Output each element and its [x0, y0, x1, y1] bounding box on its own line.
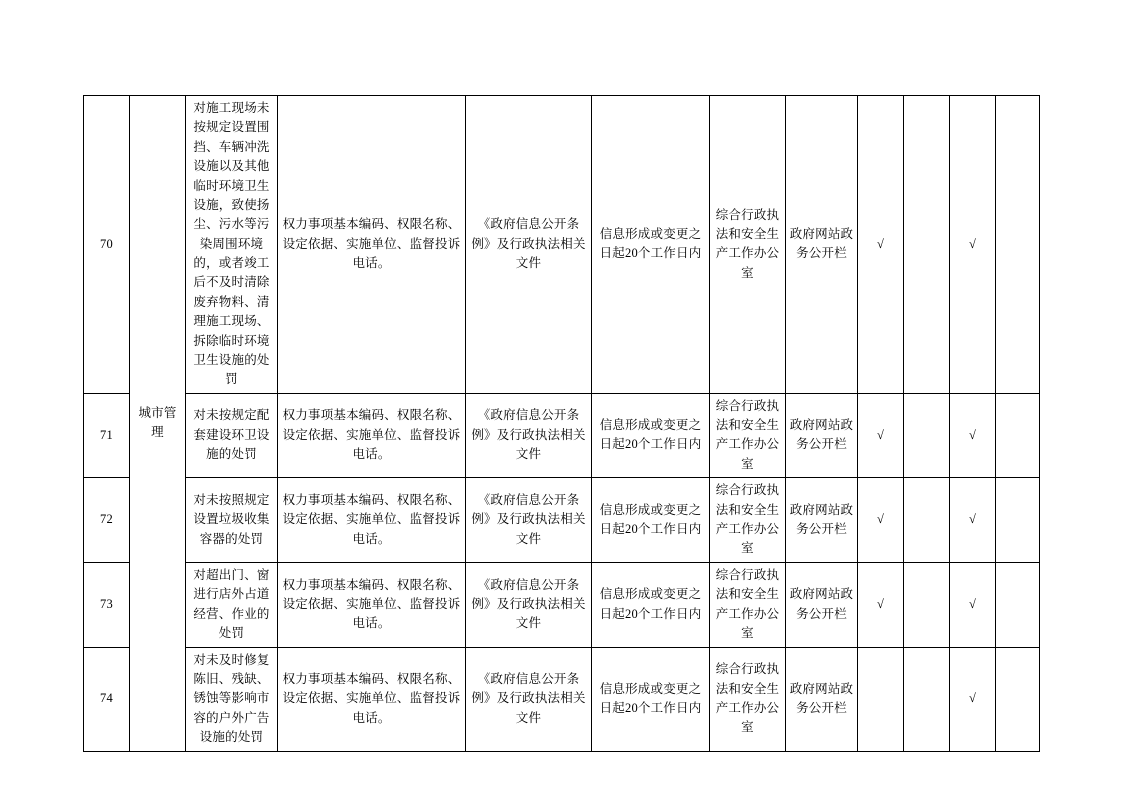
- row-mark-4: [996, 478, 1040, 563]
- row-category: 城市管理: [130, 96, 186, 752]
- table-row: [84, 647, 1040, 751]
- row-mark-2: [904, 562, 950, 647]
- row-mark-3: √: [950, 96, 996, 394]
- row-index: 70: [84, 96, 130, 394]
- row-mark-4: [996, 562, 1040, 647]
- disclosure-table: [83, 95, 1040, 752]
- row-mark-2: [904, 393, 950, 478]
- row-time: 信息形成或变更之日起20个工作日内: [592, 393, 710, 478]
- row-content: 权力事项基本编码、权限名称、设定依据、实施单位、监督投诉电话。: [278, 562, 466, 647]
- row-mark-1: [858, 647, 904, 751]
- row-channel: 政府网站政务公开栏: [786, 478, 858, 563]
- row-item-name: 对施工现场未按规定设置围挡、车辆冲洗设施以及其他临时环境卫生设施，致使扬尘、污水等污染周围环境的，或者竣工后不及时清除废弃物料、清理施工现场、拆除临时环境卫生设施的处罚: [186, 96, 278, 394]
- row-department: 综合行政执法和安全生产工作办公室: [710, 96, 786, 394]
- row-channel: 政府网站政务公开栏: [786, 96, 858, 394]
- row-mark-2: [904, 96, 950, 394]
- table-row: [84, 478, 1040, 563]
- row-mark-1: √: [858, 478, 904, 563]
- row-index: 72: [84, 478, 130, 563]
- row-item-name: 对未及时修复陈旧、残缺、锈蚀等影响市容的户外广告设施的处罚: [186, 647, 278, 751]
- row-content: 权力事项基本编码、权限名称、设定依据、实施单位、监督投诉电话。: [278, 478, 466, 563]
- row-mark-2: [904, 478, 950, 563]
- row-department: 综合行政执法和安全生产工作办公室: [710, 478, 786, 563]
- row-basis: 《政府信息公开条例》及行政执法相关文件: [466, 478, 592, 563]
- row-item-name: 对超出门、窗进行店外占道经营、作业的处罚: [186, 562, 278, 647]
- row-mark-4: [996, 647, 1040, 751]
- table-row: [84, 393, 1040, 478]
- row-mark-2: [904, 647, 950, 751]
- row-department: 综合行政执法和安全生产工作办公室: [710, 562, 786, 647]
- row-mark-1: √: [858, 562, 904, 647]
- row-basis: 《政府信息公开条例》及行政执法相关文件: [466, 96, 592, 394]
- row-channel: 政府网站政务公开栏: [786, 393, 858, 478]
- row-channel: 政府网站政务公开栏: [786, 647, 858, 751]
- row-time: 信息形成或变更之日起20个工作日内: [592, 478, 710, 563]
- row-mark-1: √: [858, 393, 904, 478]
- row-item-name: 对未按照规定设置垃圾收集容器的处罚: [186, 478, 278, 563]
- table-row: [84, 96, 1040, 394]
- table-row: [84, 562, 1040, 647]
- row-mark-3: √: [950, 478, 996, 563]
- row-mark-4: [996, 393, 1040, 478]
- row-index: 74: [84, 647, 130, 751]
- row-time: 信息形成或变更之日起20个工作日内: [592, 96, 710, 394]
- row-basis: 《政府信息公开条例》及行政执法相关文件: [466, 562, 592, 647]
- row-mark-3: √: [950, 393, 996, 478]
- row-item-name: 对未按规定配套建设环卫设施的处罚: [186, 393, 278, 478]
- row-time: 信息形成或变更之日起20个工作日内: [592, 562, 710, 647]
- row-content: 权力事项基本编码、权限名称、设定依据、实施单位、监督投诉电话。: [278, 96, 466, 394]
- row-content: 权力事项基本编码、权限名称、设定依据、实施单位、监督投诉电话。: [278, 647, 466, 751]
- row-basis: 《政府信息公开条例》及行政执法相关文件: [466, 393, 592, 478]
- row-basis: 《政府信息公开条例》及行政执法相关文件: [466, 647, 592, 751]
- row-department: 综合行政执法和安全生产工作办公室: [710, 647, 786, 751]
- row-index: 71: [84, 393, 130, 478]
- row-department: 综合行政执法和安全生产工作办公室: [710, 393, 786, 478]
- row-mark-1: √: [858, 96, 904, 394]
- row-mark-3: √: [950, 647, 996, 751]
- row-channel: 政府网站政务公开栏: [786, 562, 858, 647]
- row-index: 73: [84, 562, 130, 647]
- row-time: 信息形成或变更之日起20个工作日内: [592, 647, 710, 751]
- row-mark-3: √: [950, 562, 996, 647]
- row-mark-4: [996, 96, 1040, 394]
- row-content: 权力事项基本编码、权限名称、设定依据、实施单位、监督投诉电话。: [278, 393, 466, 478]
